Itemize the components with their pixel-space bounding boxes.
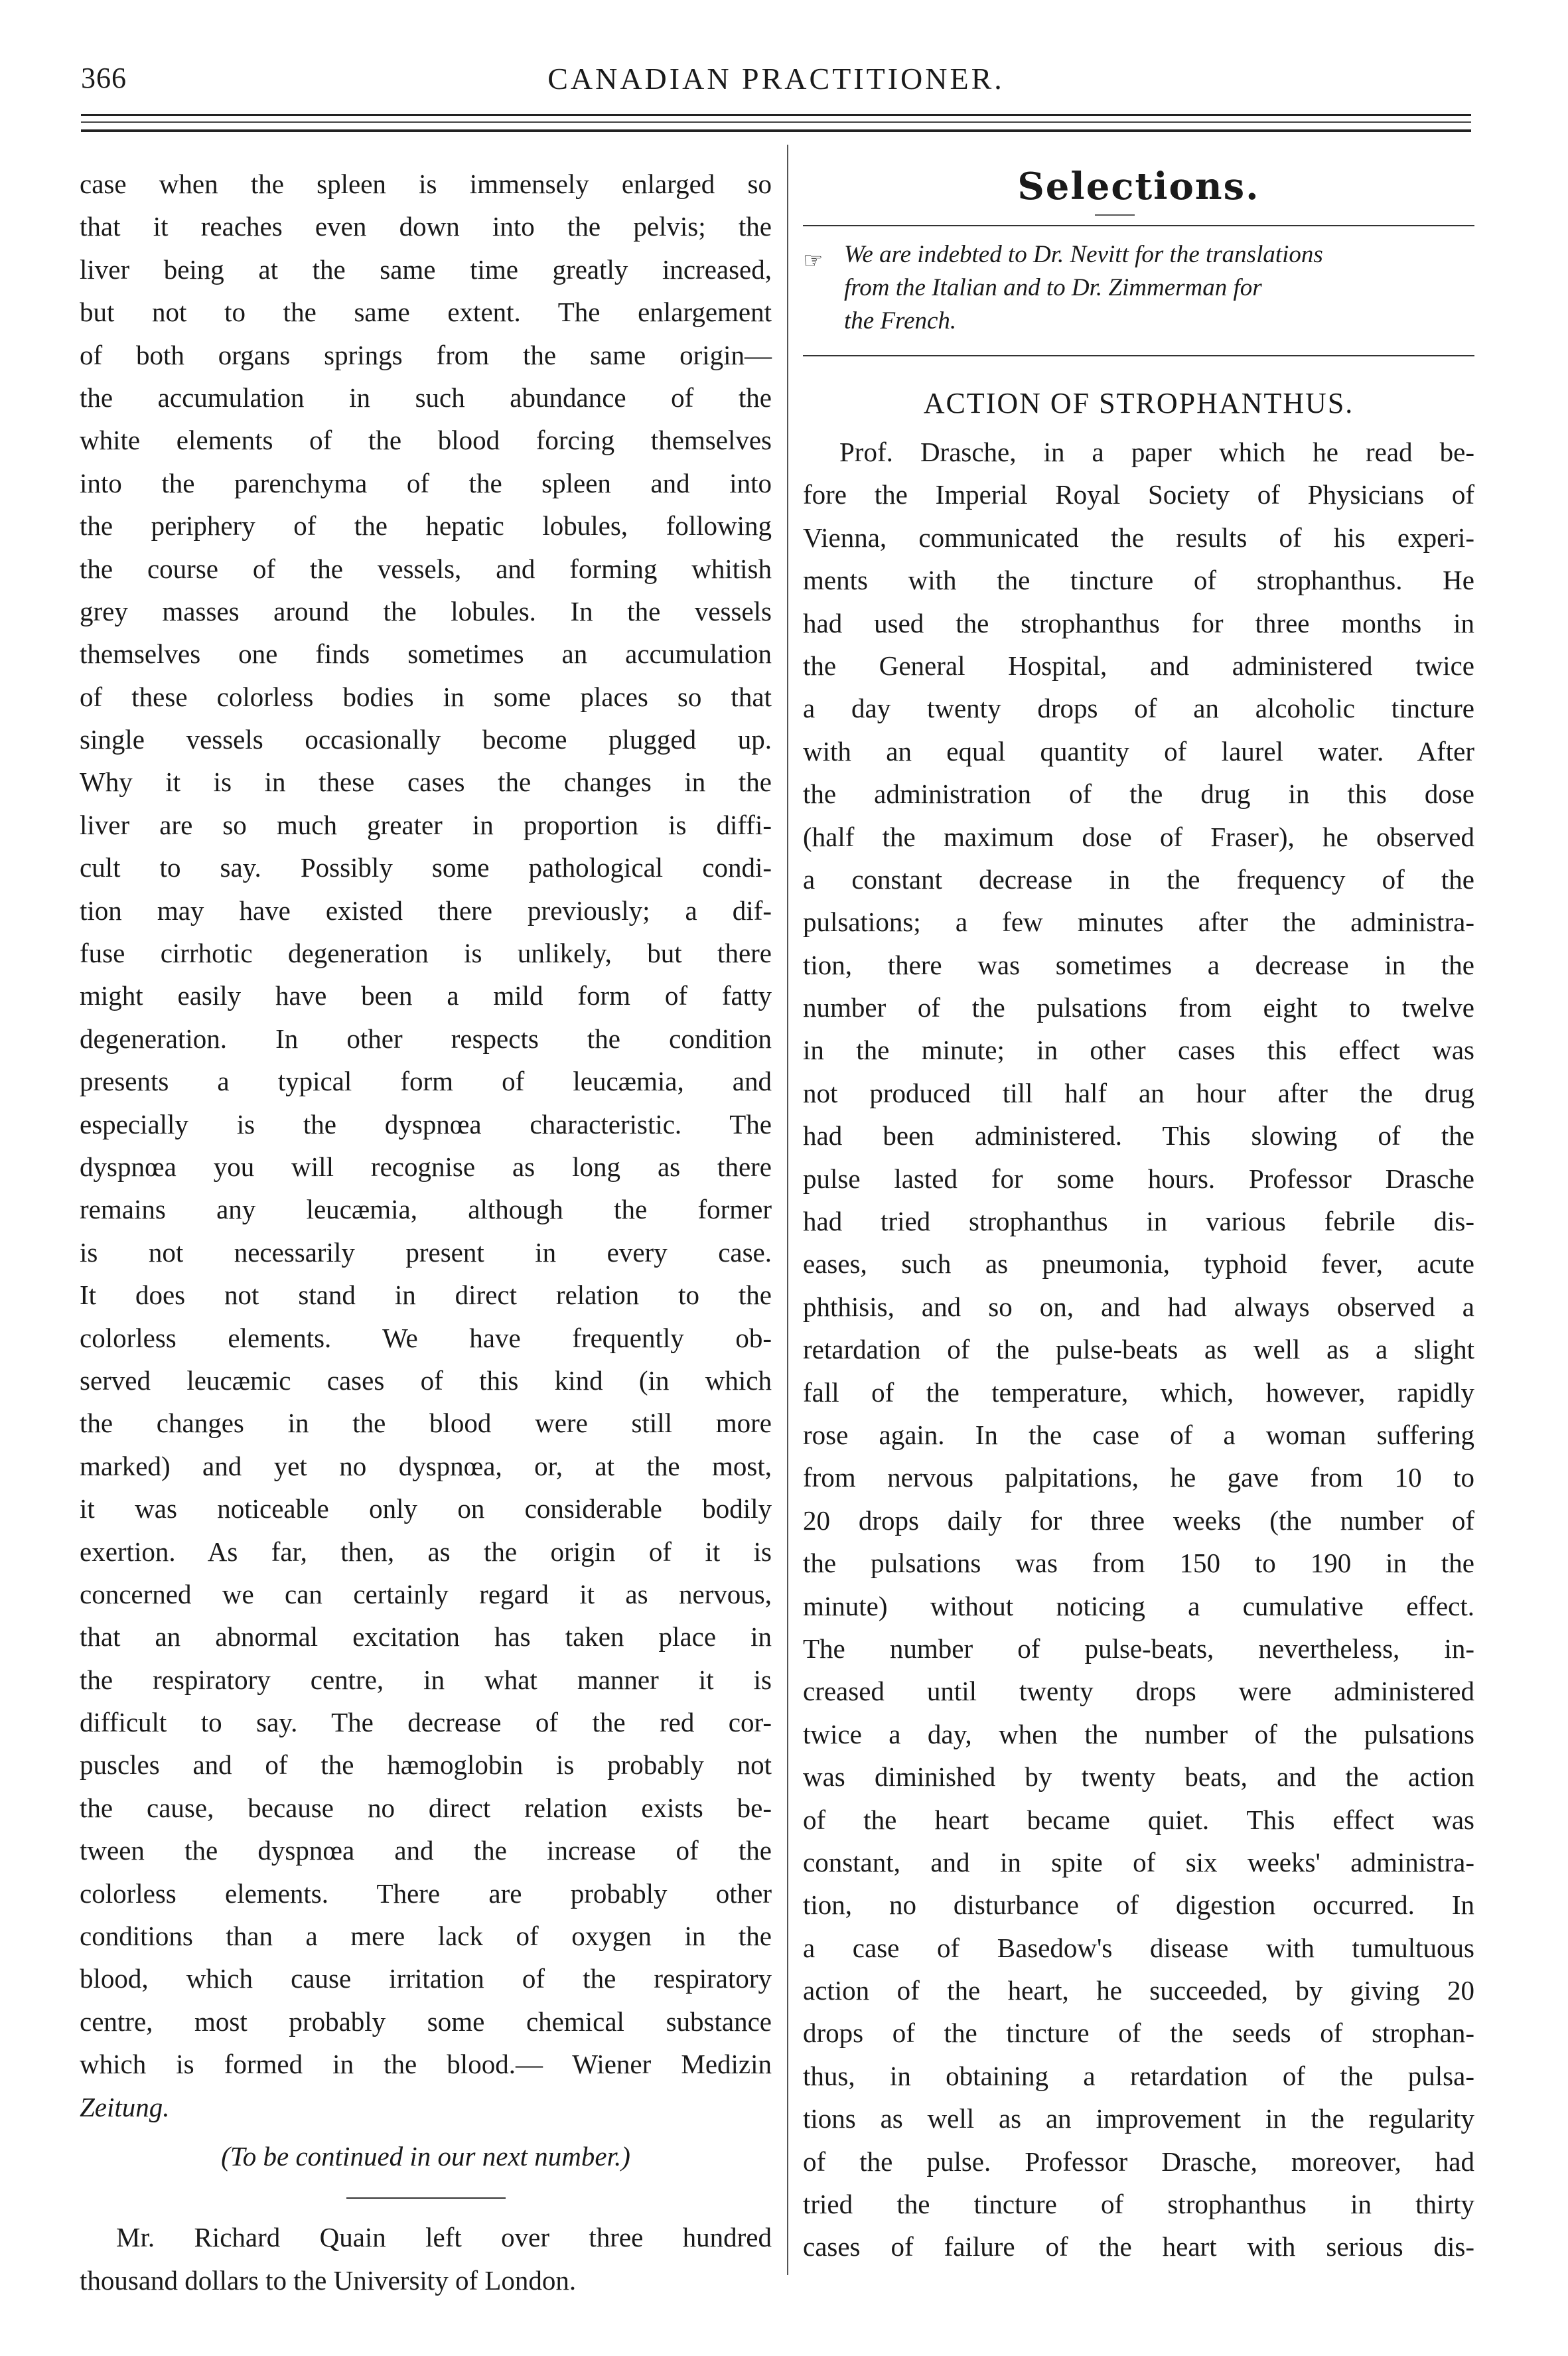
text-line: difficult to say. The decrease of the red cor- — [80, 1707, 772, 1738]
text-line: ments with the tincture of strophanthus. He — [803, 565, 1474, 596]
text-line: had tried strophanthus in various febrile dis- — [803, 1206, 1474, 1237]
text-line: dyspnœa you will recognise as long as there — [80, 1151, 772, 1182]
text-line: Vienna, communicated the results of his experi- — [803, 522, 1474, 553]
text-line: fuse cirrhotic degeneration is unlikely, but there — [80, 938, 772, 969]
text-line: single vessels occasionally become plugged up. — [80, 724, 772, 755]
text-line: minute) without noticing a cumulative effect. — [803, 1590, 1474, 1621]
text-line: tween the dyspnœa and the increase of the — [80, 1835, 772, 1866]
text-line: pulsations; a few minutes after the administra- — [803, 907, 1474, 938]
note-line: the French. — [844, 307, 957, 334]
note-top-rule — [803, 225, 1474, 226]
text-line: had used the strophanthus for three months in — [803, 607, 1474, 638]
right-column-text — [803, 431, 1474, 2268]
text-line: thus, in obtaining a retardation of the pulsa- — [803, 2060, 1474, 2091]
page-header — [81, 61, 1471, 108]
text-line: the respiratory centre, in what manner it is — [80, 1664, 772, 1695]
text-line: the periphery of the hepatic lobules, following — [80, 510, 772, 542]
text-line: the General Hospital, and administered twice — [803, 650, 1474, 681]
text-line: that an abnormal excitation has taken place in — [80, 1621, 772, 1653]
text-line: action of the heart, he succeeded, by giving 20 — [803, 1975, 1474, 2006]
text-line: grey masses around the lobules. In the vessels — [80, 595, 772, 626]
text-line: with an equal quantity of laurel water. After — [803, 735, 1474, 767]
text-line: but not to the same extent. The enlargement — [80, 297, 772, 328]
translators-note — [803, 238, 1474, 338]
text-line: twice a day, when the number of the pulsations — [803, 1718, 1474, 1749]
text-line: centre, most probably some chemical substance — [80, 2006, 772, 2037]
text-line: had been administered. This slowing of the — [803, 1120, 1474, 1151]
text-line: into the parenchyma of the spleen and into — [80, 467, 772, 498]
text-line: cases of failure of the heart with serious dis- — [803, 2231, 1474, 2262]
text-line: Why it is in these cases the changes in the — [80, 767, 772, 798]
citation-end-line — [80, 2086, 772, 2128]
citation-end: Zeitung. — [80, 2091, 170, 2122]
continued-note: (To be continued in our next number.) — [221, 2140, 630, 2172]
left-column — [80, 163, 772, 2302]
text-line: phthisis, and so on, and had always observed a — [803, 1291, 1474, 1322]
text-line: number of the pulsations from eight to twelve — [803, 992, 1474, 1023]
text-line: not produced till half an hour after the drug — [803, 1077, 1474, 1108]
text-line: especially is the dyspnœa characteristic. The — [80, 1108, 772, 1140]
column-divider — [787, 145, 788, 2275]
text-line: blood, which cause irritation of the respiratory — [80, 1963, 772, 1994]
header-rule-thin — [81, 121, 1471, 123]
text-line: a constant decrease in the frequency of the — [803, 863, 1474, 895]
text-line: It does not stand in direct relation to the — [80, 1280, 772, 1311]
text-line: tried the tincture of strophanthus in thirty — [803, 2189, 1474, 2220]
text-line: Prof. Drasche, in a paper which he read be- — [839, 437, 1474, 467]
text-line: remains any leucæmia, although the former — [80, 1194, 772, 1225]
text-line: marked) and yet no dyspnœa, or, at the most, — [80, 1450, 772, 1481]
text-line: tions as well as an improvement in the regularity — [803, 2103, 1474, 2134]
text-line: is not necessarily present in every case. — [80, 1236, 772, 1268]
text-line: 20 drops daily for three weeks (the number of — [803, 1505, 1474, 1536]
text-line: fall of the temperature, which, however, rapidly — [803, 1376, 1474, 1408]
text-line: degeneration. In other respects the condition — [80, 1023, 772, 1054]
text-line: a day twenty drops of an alcoholic tincture — [803, 693, 1474, 724]
text-line: exertion. As far, then, as the origin of it is — [80, 1536, 772, 1567]
text-line: (half the maximum dose of Fraser), he observed — [803, 821, 1474, 852]
text-line: fore the Imperial Royal Society of Physicians of — [803, 479, 1474, 510]
text-line: in the minute; in other cases this effect was — [803, 1035, 1474, 1066]
running-head: CANADIAN PRACTITIONER. — [547, 62, 1005, 96]
text-line: that it reaches even down into the pelvis; the — [80, 211, 772, 242]
notice-line: Mr. Richard Quain left over three hundred — [116, 2222, 772, 2253]
text-line: The number of pulse-beats, nevertheless, in- — [803, 1633, 1474, 1664]
note-line: from the Italian and to Dr. Zimmerman for — [844, 274, 1262, 301]
text-line: the accumulation in such abundance of the — [80, 382, 772, 413]
text-line: was diminished by twenty beats, and the action — [803, 1761, 1474, 1793]
note-bottom-rule — [803, 355, 1474, 356]
text-line: it was noticeable only on considerable bodily — [80, 1493, 772, 1524]
text-line: the changes in the blood were still more — [80, 1408, 772, 1439]
text-line: which is formed in the blood.— Wiener Medizin — [80, 2049, 772, 2080]
text-line: of the pulse. Professor Drasche, moreover, had — [803, 2146, 1474, 2177]
page-number: 366 — [81, 62, 127, 94]
text-line: conditions than a mere lack of oxygen in the — [80, 1921, 772, 1952]
pointing-hand-icon: ☞ — [803, 249, 823, 273]
header-rule — [81, 114, 1471, 116]
text-line: of both organs springs from the same origin— — [80, 339, 772, 370]
left-column-text — [80, 163, 772, 2086]
text-line: of these colorless bodies in some places so that — [80, 681, 772, 712]
text-line: of the heart became quiet. This effect was — [803, 1804, 1474, 1835]
text-line: eases, such as pneumonia, typhoid fever, acute — [803, 1248, 1474, 1280]
notice-line: thousand dollars to the University of London. — [80, 2264, 577, 2296]
text-line: retardation of the pulse-beats as well as a slight — [803, 1334, 1474, 1365]
text-line: the course of the vessels, and forming whitish — [80, 553, 772, 584]
text-line: drops of the tincture of the seeds of strophan- — [803, 2018, 1474, 2049]
text-line: presents a typical form of leucæmia, and — [80, 1066, 772, 1097]
section-title: Selections. — [1017, 165, 1260, 208]
header-rule-bottom — [81, 129, 1471, 132]
note-line: We are indebted to Dr. Nevitt for the translations — [844, 241, 1323, 268]
text-line: themselves one finds sometimes an accumulation — [80, 638, 772, 670]
text-line: tion, no disturbance of digestion occurred. In — [803, 1889, 1474, 1921]
text-line: rose again. In the case of a woman suffering — [803, 1419, 1474, 1450]
text-line: colorless elements. There are probably other — [80, 1877, 772, 1909]
text-line: cult to say. Possibly some pathological condi- — [80, 852, 772, 883]
text-line: from nervous palpitations, he gave from 10 to — [803, 1462, 1474, 1493]
text-line: puscles and of the hæmoglobin is probably not — [80, 1749, 772, 1781]
text-line: colorless elements. We have frequently ob- — [80, 1322, 772, 1353]
text-line: creased until twenty drops were administered — [803, 1676, 1474, 1707]
text-line: might easily have been a mild form of fatty — [80, 980, 772, 1011]
text-line: constant, and in spite of six weeks' administra- — [803, 1846, 1474, 1877]
separator-rule — [346, 2197, 506, 2199]
text-line: pulse lasted for some hours. Professor Drasche — [803, 1163, 1474, 1194]
text-line: the pulsations was from 150 to 190 in the — [803, 1548, 1474, 1579]
text-line: the cause, because no direct relation exists be- — [80, 1792, 772, 1823]
text-line: white elements of the blood forcing themselves — [80, 425, 772, 456]
right-column — [803, 163, 1474, 2268]
text-line: case when the spleen is immensely enlarged so — [80, 169, 772, 199]
text-line: liver being at the same time greatly increased, — [80, 254, 772, 285]
text-line: tion may have existed there previously; a dif- — [80, 895, 772, 926]
text-line: liver are so much greater in proportion is diffi- — [80, 809, 772, 840]
article-title: ACTION OF STROPHANTHUS. — [923, 387, 1354, 419]
text-line: served leucæmic cases of this kind (in which — [80, 1364, 772, 1396]
text-line: concerned we can certainly regard it as nervous, — [80, 1578, 772, 1609]
text-line: a case of Basedow's disease with tumultuous — [803, 1932, 1474, 1963]
text-line: the administration of the drug in this dose — [803, 778, 1474, 810]
text-line: tion, there was sometimes a decrease in the — [803, 949, 1474, 980]
